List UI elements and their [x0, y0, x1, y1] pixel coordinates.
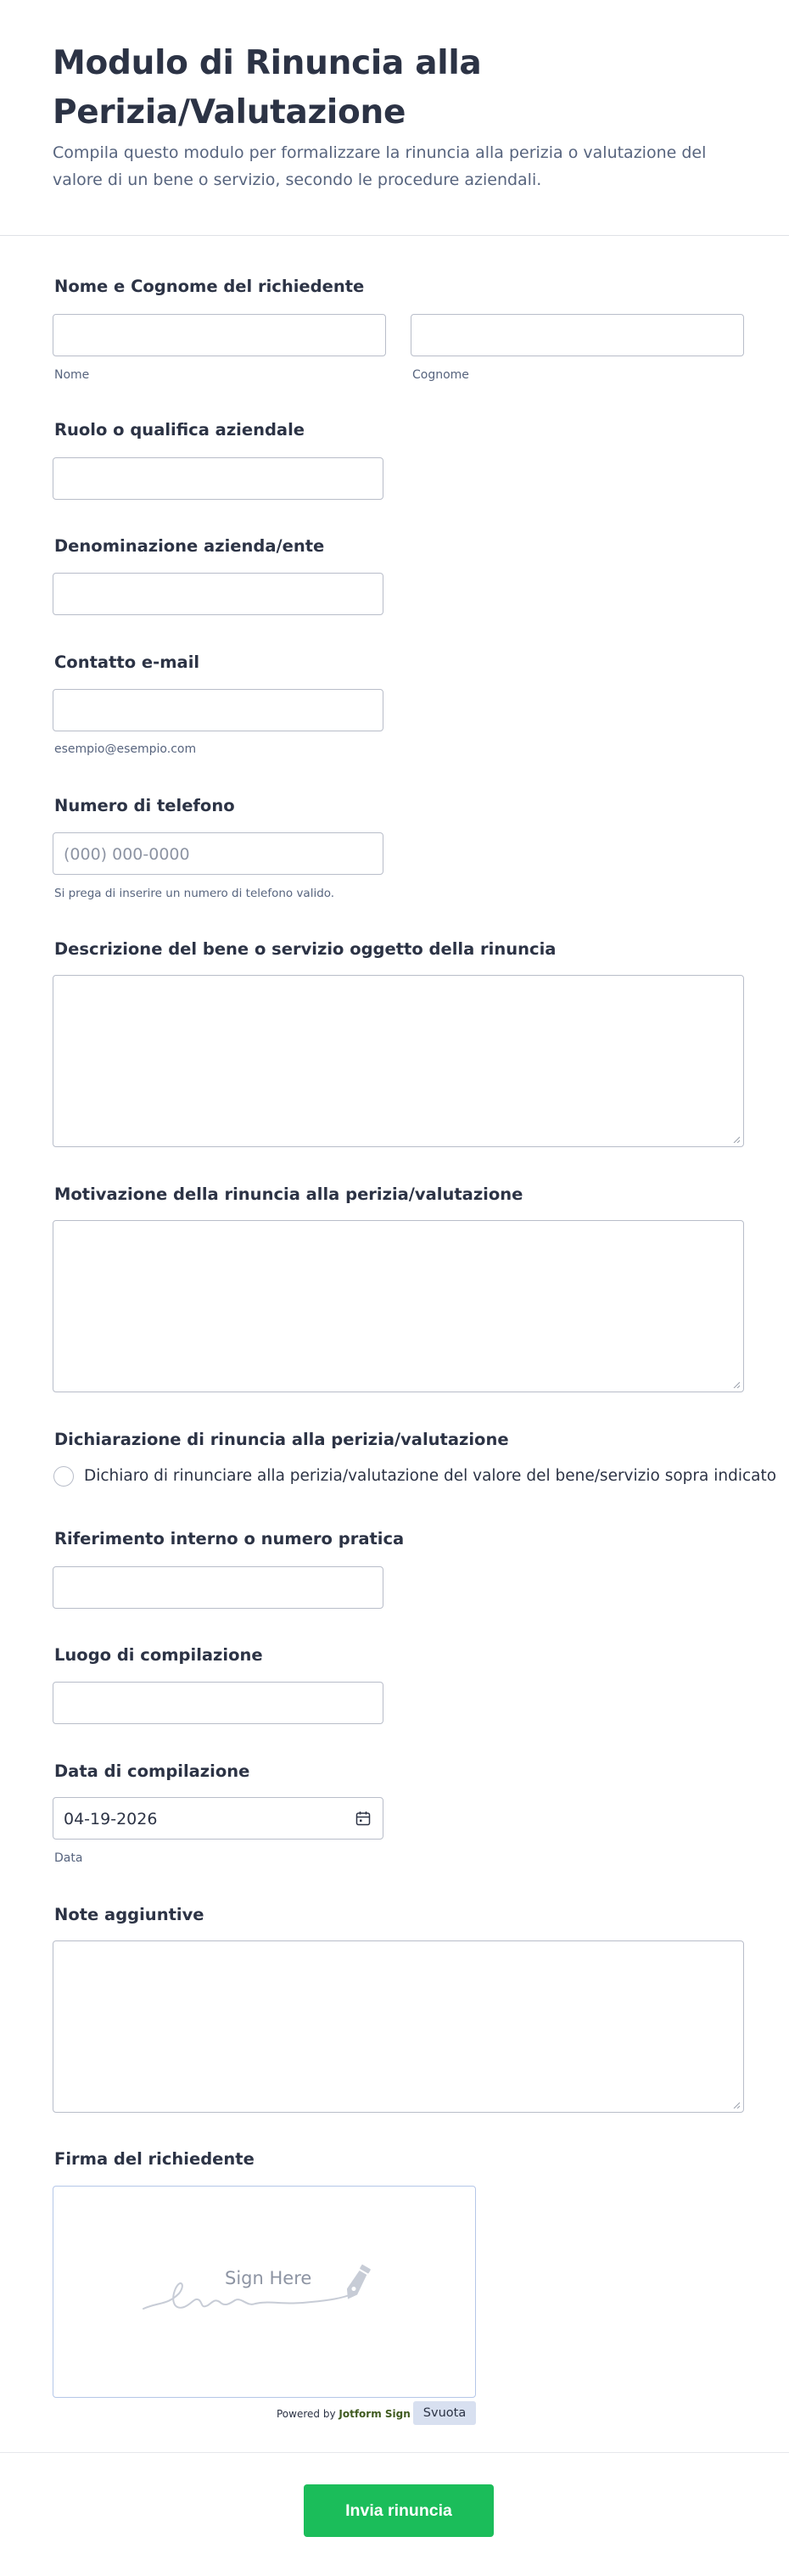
declaration-label: Dichiarazione di rinuncia alla perizia/valutazione	[54, 1430, 509, 1449]
powered-by-text	[277, 2408, 411, 2420]
email-label: Contatto e-mail	[54, 652, 200, 672]
first-name-sublabel: Nome	[54, 368, 90, 382]
submit-button[interactable]: Invia rinuncia	[304, 2484, 494, 2537]
role-input[interactable]	[53, 457, 383, 500]
powered-by-brand: Jotform Sign	[339, 2408, 411, 2420]
description-label: Descrizione del bene o servizio oggetto della rinuncia	[54, 939, 557, 959]
role-label: Ruolo o qualifica aziendale	[54, 420, 305, 440]
date-input[interactable]	[53, 1797, 383, 1840]
resize-grip-icon[interactable]	[733, 2102, 740, 2108]
resize-grip-icon[interactable]	[733, 1136, 740, 1143]
date-label: Data di compilazione	[54, 1761, 250, 1781]
powered-by-prefix: Powered by	[277, 2408, 336, 2420]
form-title-line1: Modulo di Rinuncia alla	[53, 44, 482, 82]
date-sublabel: Data	[54, 1851, 83, 1865]
resize-grip-icon[interactable]	[733, 1381, 740, 1388]
last-name-sublabel: Cognome	[412, 368, 469, 382]
place-input[interactable]	[53, 1682, 383, 1724]
signature-scribble-icon	[142, 2260, 396, 2319]
email-sublabel: esempio@esempio.com	[54, 742, 197, 756]
description-textarea[interactable]	[53, 975, 744, 1147]
phone-label: Numero di telefono	[54, 796, 235, 815]
last-name-input[interactable]	[411, 314, 744, 356]
clear-signature-button[interactable]: Svuota	[413, 2401, 476, 2425]
declaration-radio[interactable]	[53, 1466, 74, 1487]
notes-label: Note aggiuntive	[54, 1905, 204, 1924]
phone-placeholder: (000) 000-0000	[64, 845, 190, 864]
form-subtitle: Compila questo modulo per formalizzare la rinuncia alla perizia o valutazione del valore di un bene o servizio, secondo le procedure aziendali.	[53, 143, 707, 189]
reason-textarea[interactable]	[53, 1220, 744, 1392]
form-title-line2: Perizia/Valutazione	[53, 93, 406, 132]
email-input[interactable]	[53, 689, 383, 731]
notes-textarea[interactable]	[53, 1940, 744, 2113]
date-value: 04-19-2026	[64, 1810, 158, 1828]
company-label: Denominazione azienda/ente	[54, 536, 325, 556]
signature-label: Firma del richiedente	[54, 2149, 255, 2169]
phone-sublabel: Si prega di inserire un numero di telefono valido.	[54, 887, 335, 900]
place-label: Luogo di compilazione	[54, 1645, 263, 1665]
company-input[interactable]	[53, 573, 383, 615]
phone-input[interactable]	[53, 832, 383, 875]
footer-divider	[0, 2452, 789, 2453]
first-name-input[interactable]	[53, 314, 386, 356]
reason-label: Motivazione della rinuncia alla perizia/valutazione	[54, 1184, 523, 1204]
signature-placeholder: Sign Here	[225, 2268, 312, 2288]
reference-label: Riferimento interno o numero pratica	[54, 1529, 405, 1548]
form-header	[0, 0, 789, 236]
name-label: Nome e Cognome del richiedente	[54, 277, 365, 296]
signature-pad[interactable]	[53, 2186, 476, 2398]
form-title	[53, 39, 697, 137]
calendar-icon[interactable]	[355, 1811, 371, 1826]
declaration-option-label[interactable]: Dichiaro di rinunciare alla perizia/valutazione del valore del bene/servizio sopra indicato	[84, 1467, 777, 1485]
reference-input[interactable]	[53, 1566, 383, 1609]
